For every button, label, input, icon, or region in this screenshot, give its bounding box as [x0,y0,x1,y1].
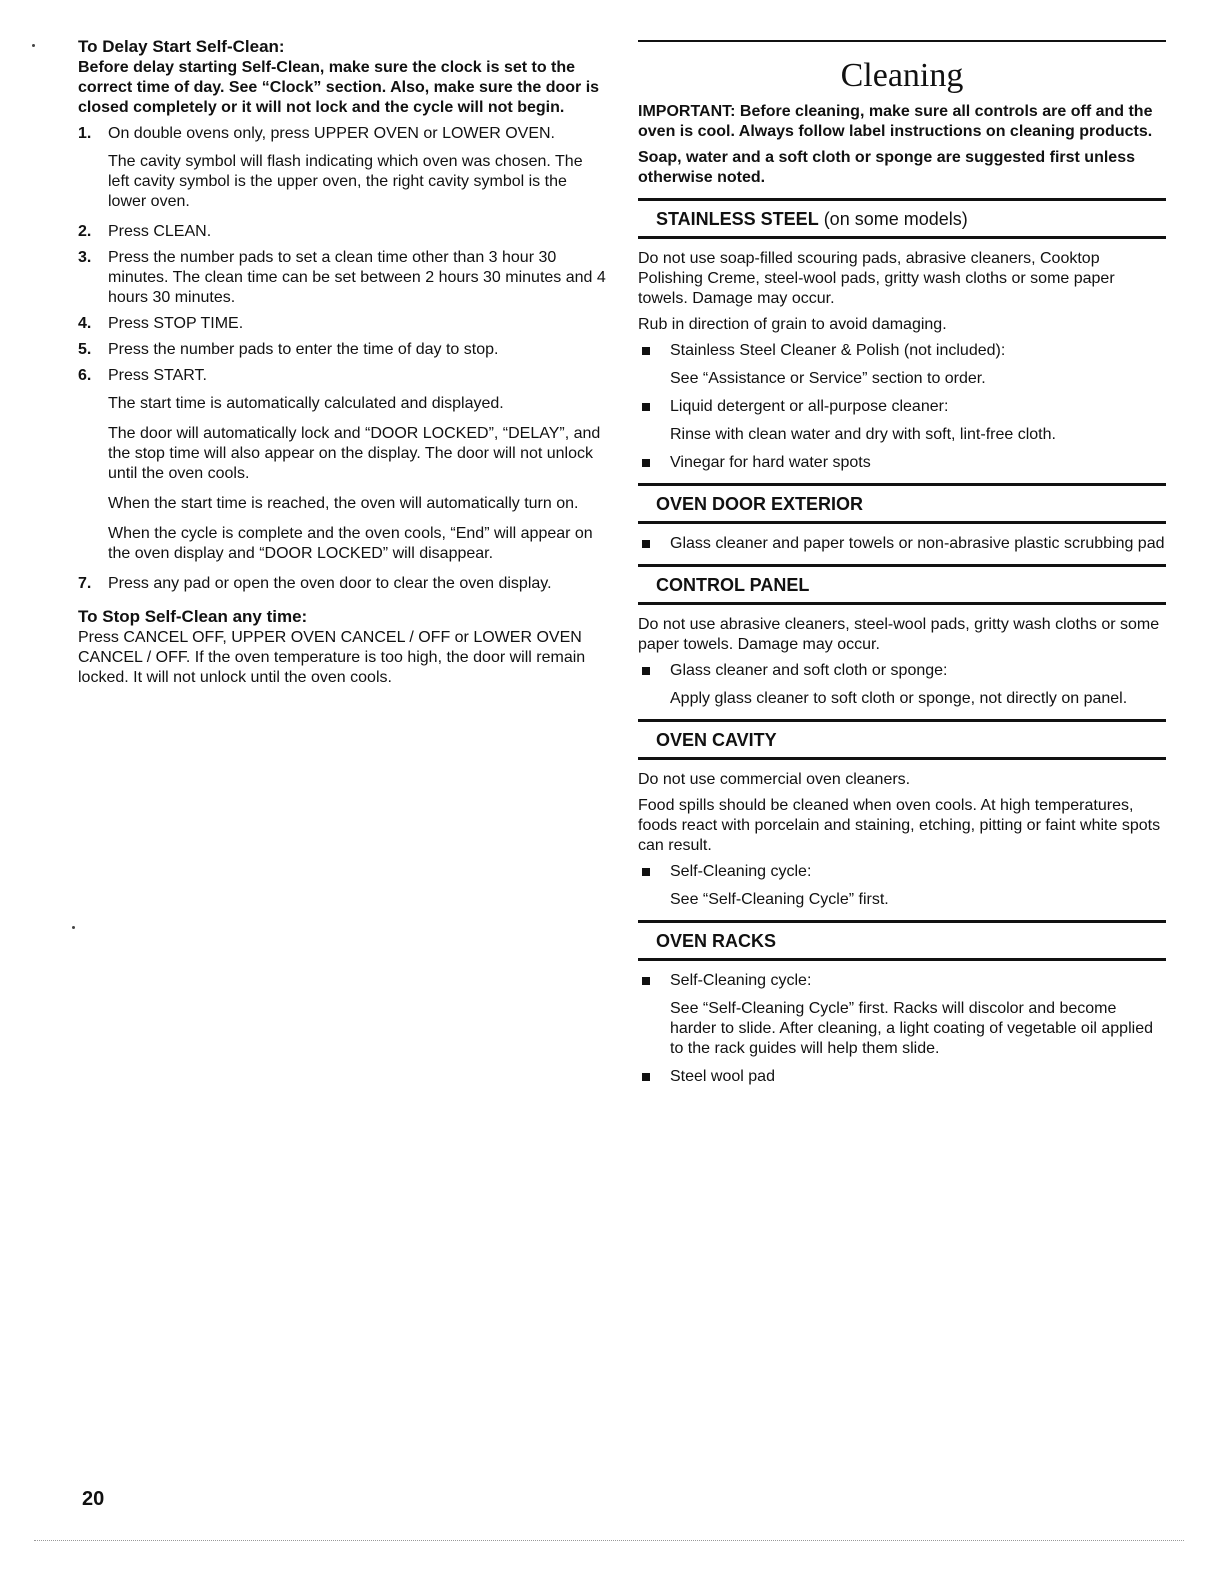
square-bullet-icon [642,347,650,355]
racks-bullets [638,971,1166,1087]
step-6 [78,366,606,564]
stop-heading: To Stop Self-Clean any time: [78,607,308,626]
list-item [638,534,1166,554]
stainless-grain: Rub in direction of grain to avoid damaging. [638,316,947,333]
step-text: Press any pad or open the oven door to clear the oven display. [108,575,552,592]
bullet-text: Liquid detergent or all-purpose cleaner: [670,398,949,415]
right-column [638,40,1166,1095]
section-heading-stainless-steel [638,198,1166,239]
list-item [638,453,1166,473]
step-note: The cavity symbol will flash indicating which oven was chosen. The left cavity symbol is the upper oven, the right cavity symbol is the lower oven. [108,153,583,210]
step-text: On double ovens only, press UPPER OVEN or LOWER OVEN. [108,125,555,142]
bullet-text: Glass cleaner and paper towels or non-abrasive plastic scrubbing pad [670,535,1165,552]
cavity-bullets [638,862,1166,910]
important-note [638,102,1166,142]
stop-text: Press CANCEL OFF, UPPER OVEN CANCEL / OFF or LOWER OVEN CANCEL / OFF. If the oven temperature is too high, the door will remain locked. It will not unlock until the oven cools. [78,629,586,686]
step-1 [78,124,606,212]
section-title-note: (on some models) [818,209,968,229]
list-item [638,397,1166,445]
step-3 [78,248,606,308]
bullet-text: Glass cleaner and soft cloth or sponge: [670,662,948,679]
section-heading-oven-door-exterior: OVEN DOOR EXTERIOR [638,483,1166,524]
important-text: Before cleaning, make sure all controls are off and the oven is cool. Always follow label instructions on cleaning products. [638,103,1153,140]
step-text: Press STOP TIME. [108,315,244,332]
bullet-note: Rinse with clean water and dry with soft, lint-free cloth. [670,426,1056,443]
step-text: Press CLEAN. [108,223,212,240]
section-heading-oven-racks: OVEN RACKS [638,920,1166,961]
top-rule [638,40,1166,42]
cavity-spills: Food spills should be cleaned when oven cools. At high temperatures, foods react with porcelain and staining, etching, pitting or faint white spots can result. [638,797,1161,854]
step-2 [78,222,606,242]
list-item [638,341,1166,389]
stainless-bullets [638,341,1166,473]
list-item [638,971,1166,1059]
step-text: Press START. [108,367,207,384]
delay-steps [78,124,606,594]
step-note: When the cycle is complete and the oven cools, “End” will appear on the oven display and “DOOR LOCKED” will disappear. [108,525,593,562]
step-5 [78,340,606,360]
bullet-note: See “Assistance or Service” section to order. [670,370,986,387]
square-bullet-icon [642,868,650,876]
step-number: 4. [78,315,92,332]
list-item [638,661,1166,709]
step-note: The door will automatically lock and “DOOR LOCKED”, “DELAY”, and the stop time will also appear on the display. The door will not unlock until the oven cools. [108,425,601,482]
square-bullet-icon [642,459,650,467]
step-note: The start time is automatically calculated and displayed. [108,395,504,412]
step-number: 7. [78,575,92,592]
step-7 [78,574,606,594]
square-bullet-icon [642,1073,650,1081]
step-number: 3. [78,249,92,266]
square-bullet-icon [642,540,650,548]
scan-artifact-line [34,1540,1184,1541]
door-bullets [638,534,1166,554]
stainless-warning: Do not use soap-filled scouring pads, abrasive cleaners, Cooktop Polishing Creme, steel-wool pads, gritty wash cloths or some paper towels. Damage may occur. [638,250,1115,307]
bullet-text: Self-Cleaning cycle: [670,863,812,880]
scan-artifact-dot [72,926,75,929]
square-bullet-icon [642,667,650,675]
important-label: IMPORTANT: [638,103,736,120]
square-bullet-icon [642,403,650,411]
step-text: Press the number pads to enter the time of day to stop. [108,341,499,358]
soap-note: Soap, water and a soft cloth or sponge are suggested first unless otherwise noted. [638,149,1135,186]
step-number: 2. [78,223,92,240]
step-note: When the start time is reached, the oven will automatically turn on. [108,495,579,512]
step-number: 6. [78,367,92,384]
square-bullet-icon [642,977,650,985]
delay-heading: To Delay Start Self-Clean: [78,37,285,56]
bullet-text: Steel wool pad [670,1068,775,1085]
cavity-warning: Do not use commercial oven cleaners. [638,771,911,788]
scan-artifact-dot [32,44,35,47]
bullet-text: Self-Cleaning cycle: [670,972,812,989]
left-column [78,36,606,694]
delay-intro: Before delay starting Self-Clean, make sure the clock is set to the correct time of day. See “Clock” section. Also, make sure the door is closed completely or it will not lock and the cycle will not begin. [78,59,600,116]
list-item [638,862,1166,910]
section-title: STAINLESS STEEL [656,209,819,229]
section-heading-oven-cavity: OVEN CAVITY [638,719,1166,760]
step-4 [78,314,606,334]
section-heading-control-panel: CONTROL PANEL [638,564,1166,605]
step-number: 1. [78,125,92,142]
control-panel-bullets [638,661,1166,709]
step-text: Press the number pads to set a clean time other than 3 hour 30 minutes. The clean time can be set between 2 hours 30 minutes and 4 hours 30 minutes. [108,249,606,306]
bullet-text: Stainless Steel Cleaner & Polish (not included): [670,342,1006,359]
step-number: 5. [78,341,92,358]
bullet-text: Vinegar for hard water spots [670,454,871,471]
list-item [638,1067,1166,1087]
control-panel-warning: Do not use abrasive cleaners, steel-wool pads, gritty wash cloths or some paper towels. Damage may occur. [638,616,1160,653]
page-title: Cleaning [840,57,964,94]
page-number: 20 [82,1488,105,1510]
bullet-note: See “Self-Cleaning Cycle” first. Racks will discolor and become harder to slide. After cleaning, a light coating of vegetable oil applied to the rack guides will help them slide. [670,1000,1153,1057]
bullet-note: Apply glass cleaner to soft cloth or sponge, not directly on panel. [670,690,1128,707]
bullet-note: See “Self-Cleaning Cycle” first. [670,891,889,908]
